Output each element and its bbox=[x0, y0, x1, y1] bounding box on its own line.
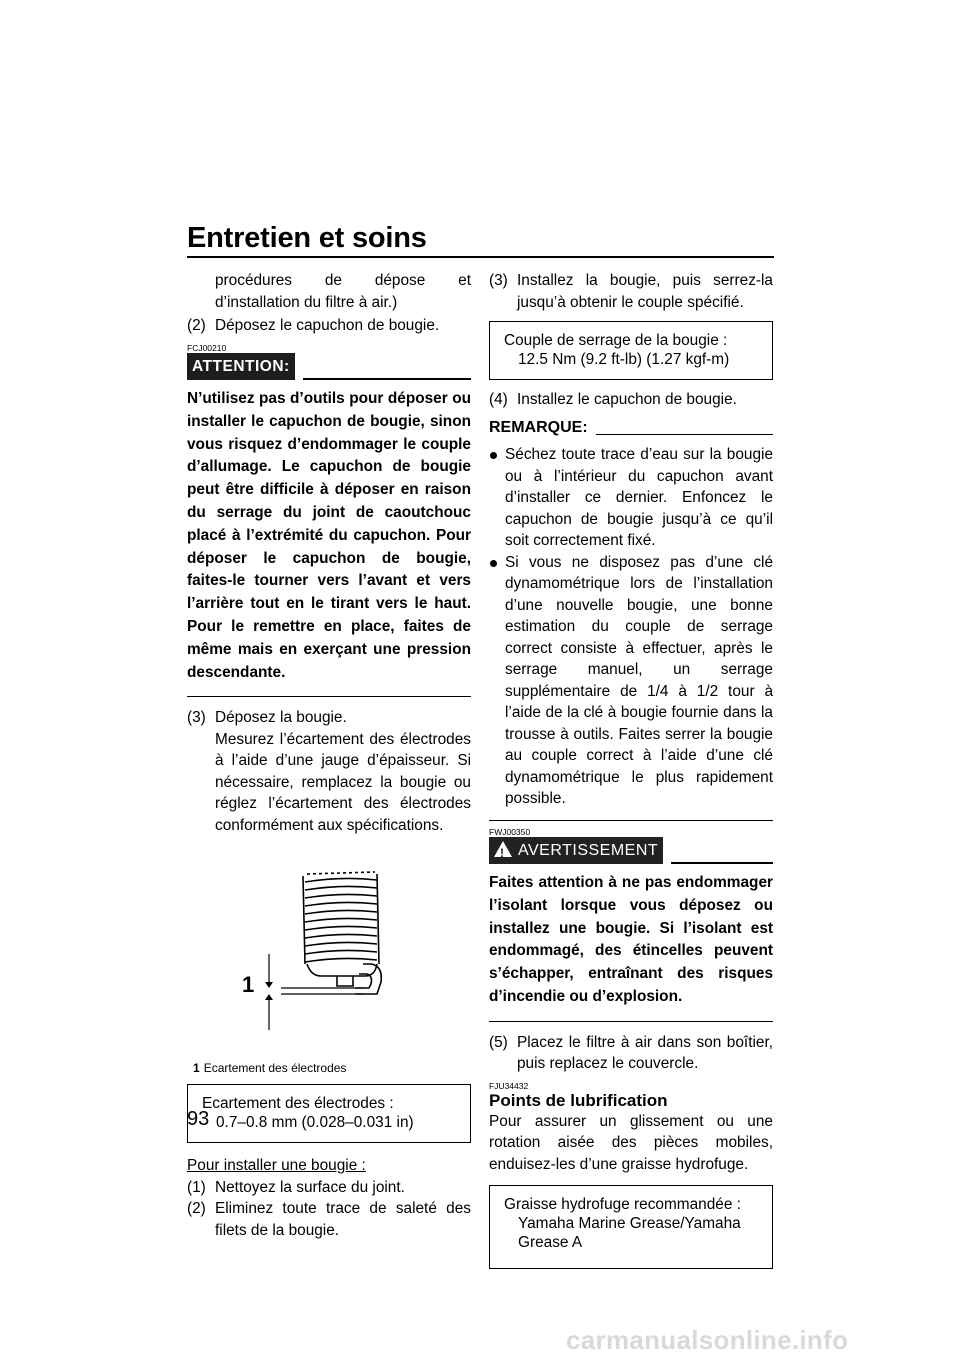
step-text: Eliminez toute trace de saleté des filets de la bougie. bbox=[215, 1200, 471, 1239]
step-install-cap bbox=[489, 389, 773, 411]
remarque-block bbox=[489, 417, 773, 821]
step-number: (4) bbox=[489, 391, 508, 408]
grease-spec-value: Yamaha Marine Grease/Yamaha Grease A bbox=[518, 1215, 741, 1252]
remarque-header bbox=[489, 417, 773, 439]
torque-spec-value: 12.5 Nm (9.2 ft-lb) (1.27 kgf-m) bbox=[518, 351, 730, 368]
torque-spec-box bbox=[489, 321, 773, 380]
remarque-end-rule bbox=[489, 820, 773, 821]
step-number: (2) bbox=[187, 1200, 206, 1218]
remarque-bullet bbox=[489, 444, 773, 552]
step-detail: Mesurez l’écartement des électrodes à l’aide d’une jauge d’épaisseur. Si nécessaire, remplacez la bougie ou réglez l’écartement des électrodes conformément aux spécifications. bbox=[215, 730, 471, 834]
bullet-text: Séchez toute trace d’eau sur la bougie ou à l’intérieur du capuchon avant d’installer ce dernier. Enfoncez le capuchon de bougie jusqu’à ce qu’il soit correctement fixé. bbox=[505, 446, 773, 549]
step-number: (1) bbox=[187, 1178, 206, 1196]
warning-code: FWJ00350 bbox=[489, 826, 531, 837]
step-text: Installez la bougie, puis serrez-la jusqu’à obtenir le couple spécifié. bbox=[517, 272, 773, 311]
lube-section-title: Points de lubrification bbox=[489, 1090, 668, 1110]
bullet-dot bbox=[490, 452, 497, 459]
attention-text: N’utilisez pas d’outils pour déposer ou installer le capuchon de bougie, sinon vous risquez d’endommager le couple d’allumage. Le capuchon de bougie peut être difficile à déposer en raison du serrage du joint de caoutchouc placé à l’extrémité du capuchon. Pour déposer le capuchon de bougie, faites-le tourner vers l’avant et vers l’arrière tout en le tirant vers le haut. Pour le remettre en place, faites de même mais en exerçant une pression descendante. bbox=[187, 390, 471, 681]
page-title: Entretien et soins bbox=[187, 222, 427, 254]
gap-spec-value: 0.7–0.8 mm (0.028–0.031 in) bbox=[216, 1114, 414, 1132]
caption-text: Ecartement des électrodes bbox=[203, 1061, 347, 1076]
warning-badge bbox=[489, 837, 663, 865]
watermark: carmanualsonline.info bbox=[566, 1325, 849, 1355]
page-number: 93 bbox=[187, 1108, 210, 1130]
warning-block bbox=[489, 827, 773, 1022]
figure-caption bbox=[193, 1060, 471, 1076]
left-column bbox=[187, 270, 471, 1241]
install-step bbox=[187, 1198, 471, 1241]
step-install-plug bbox=[489, 270, 773, 313]
warning-rule bbox=[671, 862, 773, 864]
step-text: Déposez le capuchon de bougie. bbox=[215, 317, 440, 334]
lube-text: Pour assurer un glissement ou une rotation aisée des pièces mobiles, enduisez-les d’une graisse hydrofuge. bbox=[489, 1112, 773, 1173]
attention-header bbox=[187, 353, 471, 381]
attention-code: FCJ00210 bbox=[187, 342, 227, 353]
warning-icon bbox=[494, 841, 512, 857]
gap-callout: 1 bbox=[242, 972, 255, 998]
spark-plug-figure bbox=[187, 836, 471, 1058]
spark-plug-illustration bbox=[187, 836, 471, 1058]
warning-end-rule bbox=[489, 1021, 773, 1022]
step-remove-cap bbox=[187, 315, 471, 337]
bullet-text: Si vous ne disposez pas d’une clé dynamométrique lors de l’installation d’une nouvelle bougie, une bonne estimation du couple de serrage correct consiste à effectuer, après le serrage manuel, un serrage supplémentaire de 1/4 à 1/2 tour à l’aide de la clé à bougie fournie dans la trousse à outils. Faites serrer la bougie au couple correct à l’aide d’une clé dynamométrique le plus rapidement possible. bbox=[505, 553, 773, 807]
step-text: Déposez la bougie. bbox=[215, 709, 347, 727]
attention-rule bbox=[303, 378, 471, 380]
step-number: (2) bbox=[187, 317, 206, 334]
title-rule bbox=[187, 256, 774, 258]
warning-label: AVERTISSEMENT bbox=[518, 841, 659, 859]
lube-code: FJU34432 bbox=[489, 1080, 529, 1091]
grease-spec-label: Graisse hydrofuge recommandée : bbox=[504, 1196, 741, 1214]
remarque-label: REMARQUE: bbox=[489, 418, 588, 436]
install-heading: Pour installer une bougie : bbox=[187, 1157, 366, 1175]
step-text: Placez le filtre à air dans son boîtier, puis replacez le couvercle. bbox=[517, 1033, 773, 1073]
caption-number: 1 bbox=[193, 1061, 200, 1076]
gap-spec-box bbox=[187, 1084, 471, 1143]
attention-end-rule bbox=[187, 696, 471, 697]
warning-header bbox=[489, 837, 773, 865]
step-number: (3) bbox=[489, 272, 508, 289]
bullet-dot bbox=[490, 560, 497, 567]
attention-block bbox=[187, 343, 471, 698]
attention-label: ATTENTION: bbox=[187, 353, 295, 381]
step-number: (3) bbox=[187, 709, 206, 727]
step-text: Installez le capuchon de bougie. bbox=[517, 391, 737, 408]
grease-spec-box bbox=[489, 1185, 773, 1269]
warning-text: Faites attention à ne pas endommager l’isolant lorsque vous déposez ou installez une bougie. Si l’isolant est endommagé, des étincelles peuvent s’échapper, entraînant des risques d’incendie ou d’explosion. bbox=[489, 874, 773, 1005]
remarque-bullet bbox=[489, 552, 773, 810]
gap-spec-label: Ecartement des électrodes : bbox=[202, 1095, 394, 1113]
step-remove-plug bbox=[187, 707, 471, 729]
continued-text: procédures de dépose et d’installation du filtre à air.) bbox=[215, 272, 471, 311]
right-column bbox=[489, 270, 773, 1269]
torque-spec-label: Couple de serrage de la bougie : bbox=[504, 332, 728, 349]
remarque-rule bbox=[596, 434, 773, 435]
step-replace-filter bbox=[489, 1032, 773, 1075]
install-step bbox=[187, 1177, 471, 1199]
step-text: Nettoyez la surface du joint. bbox=[215, 1178, 405, 1196]
step-number: (5) bbox=[489, 1033, 508, 1051]
